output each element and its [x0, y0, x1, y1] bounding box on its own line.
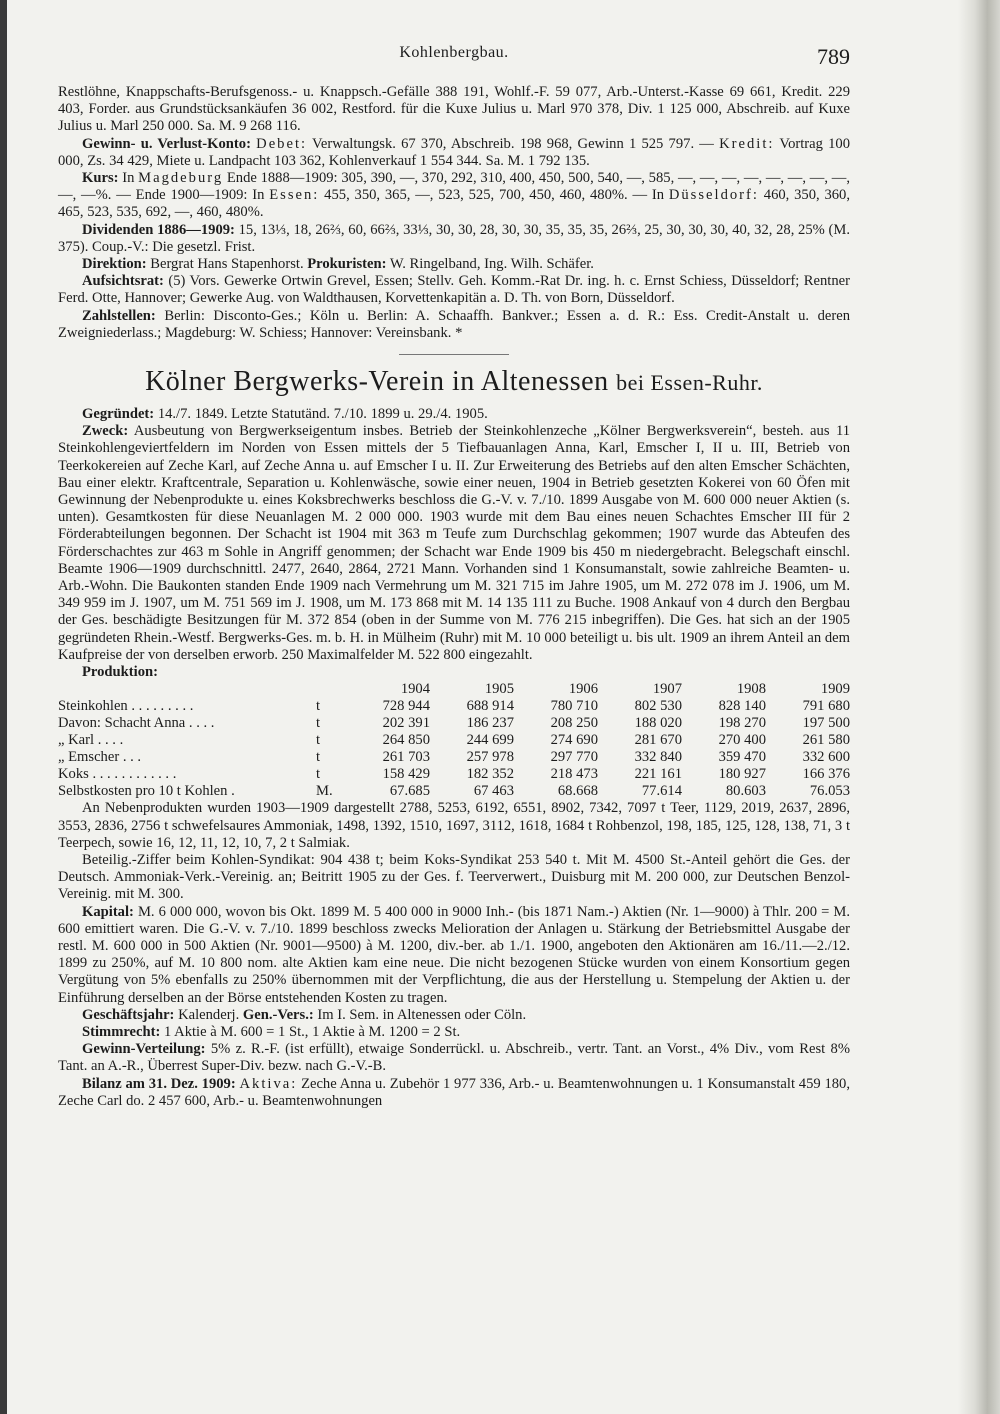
company-location: bei Essen-Ruhr.	[616, 370, 763, 396]
production-label-line	[58, 664, 850, 681]
profit-distribution-text: 5% z. R.-F. (ist erfüllt), etwaige Sonderrückl. u. Abschreib., vertr. Tant. an Vorst., 4% Div., vom Rest 8% Tant. an A.-R., Überrest Super-Div. bezw. nach G.-V.-B.	[58, 1041, 850, 1075]
general-meeting-label: Gen.-Vers.:	[242, 1006, 314, 1023]
production-row	[58, 715, 850, 732]
page-content	[58, 44, 850, 1110]
prokuristen-label: Prokuristen:	[307, 256, 387, 273]
production-value: 158 429	[382, 766, 430, 783]
share-prices	[58, 170, 850, 222]
production-row-label: Steinkohlen . . . . . . . . .	[58, 698, 194, 715]
zahlstellen-text: Berlin: Disconto-Ges.; Köln u. Berlin: A. Schaaffh. Bankver.; Essen a. d. R.: Ess. Credit-Anstalt u. deren Zweigniederlass.; Magdeburg: W. Schiess; Hannover: Vereinsbank. *	[58, 307, 851, 341]
production-value: 80.603	[725, 783, 766, 800]
voting-rights-text: 1 Aktie à M. 600 = 1 St., 1 Aktie à M. 1200 = 2 St.	[164, 1023, 461, 1040]
production-value: 728 944	[382, 698, 430, 715]
production-row-unit: t	[316, 732, 321, 749]
kurs-text-4: 460, 350, 360, 465, 523, 535, 692, —, 460, 480%.	[58, 187, 850, 221]
debet-label: Debet:	[256, 135, 308, 152]
management	[58, 256, 850, 273]
supervisory-board	[58, 273, 850, 307]
production-value: 197 500	[802, 715, 850, 732]
year-header: 1908	[736, 681, 766, 698]
production-row-label: Koks . . . . . . . . . . . .	[58, 766, 177, 783]
production-label: Produktion:	[82, 664, 158, 681]
year-header: 1904	[400, 681, 430, 698]
page-header	[58, 44, 850, 84]
production-value: 67.685	[389, 783, 430, 800]
founded-text: 14./7. 1849. Letzte Statutänd. 7./10. 1899 u. 29./4. 1905.	[157, 406, 488, 423]
kurs-city-duesseldorf: Düsseldorf:	[668, 187, 759, 204]
production-row-label: Selbstkosten pro 10 t Kohlen .	[58, 783, 235, 800]
prokuristen-text: W. Ringelband, Ing. Wilh. Schäfer.	[389, 256, 594, 273]
production-value: 264 850	[382, 732, 430, 749]
production-value: 828 140	[718, 698, 766, 715]
aktiva-label: Aktiva:	[239, 1075, 298, 1092]
production-value: 186 237	[466, 715, 514, 732]
voting-rights	[58, 1024, 850, 1041]
kurs-text-2: Ende 1888—1909: 305, 390, —, 370, 292, 310, 400, 450, 500, 540, —, 585, —, —, —, —, —, —, —, —, —, —%. — Ende 1900—1909: In	[58, 170, 850, 204]
production-table	[58, 681, 850, 800]
balance-sheet-text: Zeche Anna u. Zubehör 1 977 336, Arb.- u. Beamtenwohnungen u. 1 Konsumanstalt 459 180, Zeche Carl do. 2 457 600, Arb.- u. Beamtenwohnungen	[58, 1075, 850, 1109]
balance-continuation: Restlöhne, Knappschafts-Berufsgenoss.- u. Knappsch.-Gefälle 388 191, Wohlf.-F. 59 077, Arb.-Unterst.-Kasse 69 661, Kredit. 229 403, Forder. aus Grundstücksankäufen 36 002, Restford. für die Kuxe Julius u. Marl 970 378, Div. 1 125 000, Abschreib. auf Kuxe Julius u. Marl 250 000. Sa. M. 9 268 116.	[58, 84, 850, 135]
fiscal-year-and-meeting	[58, 1007, 850, 1024]
zahlstellen-label: Zahlstellen:	[82, 307, 156, 324]
production-value: 198 270	[718, 715, 766, 732]
production-row	[58, 783, 850, 800]
production-row	[58, 732, 850, 749]
production-value: 218 473	[550, 766, 598, 783]
fiscal-year-label: Geschäftsjahr:	[82, 1006, 175, 1023]
byproducts: An Nebenprodukten wurden 1903—1909 dargestellt 2788, 5253, 6192, 6551, 8902, 7342, 7097 t Teer, 1129, 2019, 2637, 2896, 3553, 2836, 2756 t schwefelsaures Ammoniak, 1498, 1392, 1510, 1697, 3112, 1618, 1684 t Rohbenzol, 198, 185, 125, 128, 138, 71, 3 t Teerpech, sowie 16, 12, 11, 12, 10, 7, 2 t Salmiak.	[58, 800, 850, 851]
section-divider	[399, 354, 509, 355]
production-value: 791 680	[802, 698, 850, 715]
production-value: 297 770	[550, 749, 598, 766]
production-value: 780 710	[550, 698, 598, 715]
production-value: 688 914	[466, 698, 514, 715]
aufsichtsrat-text: (5) Vors. Gewerke Ortwin Grevel, Essen; Stellv. Geh. Komm.-Rat Dr. ing. h. c. Ernst Schiess, Düsseldorf; Rentner Ferd. Otte, Hannover; Gewerke Aug. von Waldthausen, Korvettenkapitän a. D. Th. von Born, Düsseldorf.	[58, 273, 850, 307]
kurs-label: Kurs:	[82, 170, 119, 187]
direktion-text: Bergrat Hans Stapenhorst.	[150, 256, 304, 273]
founded-label: Gegründet:	[82, 406, 155, 423]
production-value: 274 690	[550, 732, 598, 749]
company-name: Kölner Bergwerks-Verein in Altenessen	[145, 366, 609, 398]
syndicate-participation: Beteilig.-Ziffer beim Kohlen-Syndikat: 904 438 t; beim Koks-Syndikat 253 540 t. Mit M. 4500 St.-Anteil gehört die Ges. der Deutsch. Ammoniak-Verk.-Vereinig. an; Beitritt 1905 zu der Ges. f. Teerverwert., Duisburg mit M. 200 000, zur Deutschen Benzol-Vereinig. mit M. 300.	[58, 851, 850, 903]
general-meeting-text: Im I. Sem. in Altenessen oder Cöln.	[317, 1006, 527, 1023]
profit-distribution	[58, 1041, 850, 1075]
production-value: 68.668	[557, 783, 598, 800]
direktion-label: Direktion:	[82, 256, 147, 273]
production-value: 332 600	[802, 749, 850, 766]
capital	[58, 904, 850, 1007]
voting-rights-label: Stimmrecht:	[82, 1023, 161, 1040]
purpose-label: Zweck:	[82, 423, 129, 440]
capital-label: Kapital:	[82, 903, 134, 920]
aufsichtsrat-label: Aufsichtsrat:	[82, 273, 164, 290]
production-row	[58, 749, 850, 766]
production-value: 359 470	[718, 749, 766, 766]
dividends-text: 15, 13⅓, 18, 26⅔, 60, 66⅔, 33⅓, 30, 30, 28, 30, 30, 35, 35, 35, 26⅔, 25, 30, 30, 30, 40, 32, 28, 25% (M. 375). Coup.-V.: Die gesetzl. Frist.	[58, 221, 850, 255]
production-value: 261 580	[802, 732, 850, 749]
profit-loss-label: Gewinn- u. Verlust-Konto:	[82, 135, 251, 152]
profit-loss-account	[58, 136, 850, 170]
company-title	[58, 365, 850, 400]
kurs-text-3: 455, 350, 365, —, 523, 525, 700, 450, 460, 480%. — In	[324, 187, 665, 204]
production-value: 281 670	[634, 732, 682, 749]
production-row-unit: t	[316, 698, 321, 715]
running-title: Kohlenbergbau.	[399, 44, 509, 61]
year-header: 1905	[484, 681, 514, 698]
production-value: 270 400	[718, 732, 766, 749]
production-row	[58, 698, 850, 715]
kredit-text: Vortrag 100 000, Zs. 34 429, Miete u. Landpacht 103 362, Kohlenverkauf 1 554 344. Sa. M. 1 792 135.	[58, 135, 851, 169]
balance-sheet	[58, 1076, 850, 1110]
purpose	[58, 423, 850, 664]
founded	[58, 406, 850, 423]
fiscal-year-text: Kalenderj.	[178, 1006, 240, 1023]
production-value: 202 391	[382, 715, 430, 732]
dividends-label: Dividenden 1886—1909:	[82, 221, 235, 238]
production-value: 332 840	[634, 749, 682, 766]
debet-text: Verwaltungsk. 67 370, Abschreib. 198 968, Gewinn 1 525 797. —	[312, 135, 714, 152]
production-value: 166 376	[802, 766, 850, 783]
kurs-text-1: In	[122, 170, 135, 187]
production-unit-head	[312, 681, 346, 698]
production-row-label: Davon: Schacht Anna . . . .	[58, 715, 215, 732]
kredit-label: Kredit:	[719, 135, 775, 152]
profit-distribution-label: Gewinn-Verteilung:	[82, 1041, 206, 1058]
production-value: 261 703	[382, 749, 430, 766]
dividends	[58, 222, 850, 256]
capital-text: M. 6 000 000, wovon bis Okt. 1899 M. 5 400 000 in 9000 Inh.- (bis 1871 Nam.-) Aktien (Nr. 1—9000) à Thlr. 200 = M. 600 emittiert waren. Die G.-V. v. 7./10. 1899 beschloss zwecks Melioration der Anlagen u. Stärkung der Betriebsmittel Ausgabe der restl. M. 600 000 in 500 Aktien (Nr. 9001—9500) à M. 1200, div.-ber. ab 1./1. 1900, angeboten den Aktionären am 16./11.—2./12. 1899 zu 250%, auf M. 10 800 nom. alte Aktien kam eine neue. Die nicht bezogenen Stücke wurden von einem Konsortium gegen Vergütung von 5% ebenfalls zu 250% übernommen mit der Verpflichtung, die aus der Herstellung u. Stempelung der Aktien u. der Einführung derselben an der Börse entstehenden Kosten zu tragen.	[58, 903, 850, 1006]
production-row-unit: t	[316, 715, 321, 732]
production-row	[58, 766, 850, 783]
balance-sheet-label: Bilanz am 31. Dez. 1909:	[82, 1075, 236, 1092]
kurs-city-essen: Essen:	[269, 187, 320, 204]
production-year-row	[58, 681, 850, 698]
production-value: 244 699	[466, 732, 514, 749]
production-value: 221 161	[634, 766, 682, 783]
purpose-text: Ausbeutung von Bergwerkseigentum insbes. Betrieb der Steinkohlenzeche „Kölner Bergwerksverein“, besteh. aus 11 Steinkohlengeviertfeldern im Norden von Essen mittels der 5 Tiefbauanlagen Anna, Karl, Emscher I, II u. III, Betrieb von Teerkokereien auf Zeche Karl, auf Zeche Anna u. auf Emscher I u. II. Zur Erweiterung des Betriebs auf den alten Emscher Schächten, Bau einer elektr. Kraftcentrale, Separation u. Kohlenwäsche, sowie einer neuen, 1904 in Betrieb gesetzten Kokerei von 60 Öfen mit Gewinnung der Nebenprodukte u. eines Koksbrechwerks beschloss die G.-V. v. 7./10. 1899 Ausgabe von M. 600 000 neuer Aktien (s. unten). Gesamtkosten für diese Neuanlagen M. 2 000 000. 1903 wurde mit dem Bau eines neuen Schachtes Emscher III für 2 Förderabteilungen begonnen. Der Schacht ist 1904 mit 363 m Teufe zum Durchschlag gekommen; 1907 wurde das Abteufen des Förderschachtes zur 463 m Sohle in Angriff genommen; der Schacht war Ende 1909 bis 450 m niedergebracht. Belegschaft einschl. Beamte 1906—1909 durchschnittl. 2477, 2640, 2864, 2721 Mann. Vorhanden sind 1 Konsumanstalt, sowie zahlreiche Beamten- u. Arb.-Wohn. Die Baukonten standen Ende 1909 nach Vermehrung um M. 321 715 im Jahre 1905, um M. 272 078 im J. 1906, um M. 349 959 im J. 1907, um M. 751 569 im J. 1908, um M. 173 868 mit M. 14 135 111 zu Buche. 1908 Ankauf von 4 durch den Bergbau der Ges. beschädigte Besitzungen für M. 372 854 (oben in der Summe von M. 776 215 inbegriffen). Die Ges. hat sich an der 1905 gegründeten Rhein.-Westf. Bergwerks-Ges. m. b. H. in Mülheim (Ruhr) mit M. 10 000 beteiligt u. bis ult. 1909 an ihrem Anteil an dem Kaufpreise der von derselben erworb. 250 Maximalfelder M. 522 800 eingezahlt.	[58, 423, 851, 663]
production-row-label: „ Emscher . . .	[58, 749, 142, 766]
year-header: 1907	[652, 681, 682, 698]
production-value: 208 250	[550, 715, 598, 732]
production-value: 180 927	[718, 766, 766, 783]
production-value: 257 978	[466, 749, 514, 766]
scan-left-edge	[0, 0, 7, 1414]
paying-agents	[58, 308, 850, 342]
production-value: 802 530	[634, 698, 682, 715]
production-value: 182 352	[466, 766, 514, 783]
production-value: 76.053	[809, 783, 850, 800]
production-row-label: „ Karl . . . .	[58, 732, 124, 749]
year-header: 1909	[820, 681, 850, 698]
production-row-unit: t	[316, 749, 321, 766]
production-row-unit: t	[316, 766, 321, 783]
production-rows	[58, 698, 850, 800]
production-value: 188 020	[634, 715, 682, 732]
production-row-unit: M.	[316, 783, 333, 800]
page-number: 789	[817, 44, 850, 69]
production-value: 77.614	[641, 783, 682, 800]
scan-right-edge	[958, 0, 1000, 1414]
production-value: 67 463	[473, 783, 514, 800]
year-header: 1906	[568, 681, 598, 698]
kurs-city-magdeburg: Magdeburg	[138, 170, 224, 187]
production-corner	[58, 681, 312, 698]
